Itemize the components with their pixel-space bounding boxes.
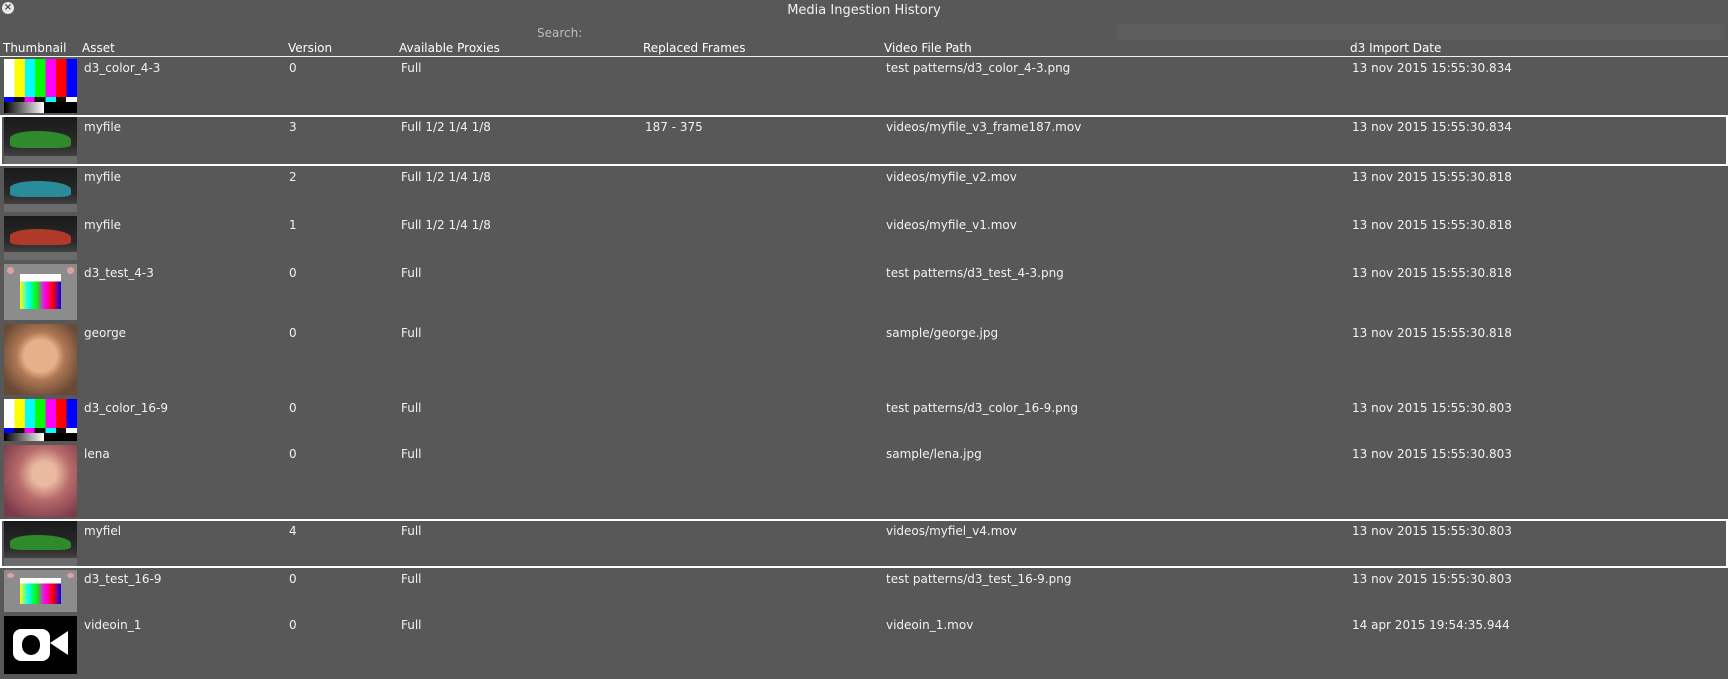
version-cell: 0: [289, 618, 297, 632]
version-cell: 0: [289, 61, 297, 75]
proxies-cell: Full: [401, 61, 422, 75]
test-pattern-thumbnail: [4, 570, 77, 612]
file-path-cell: sample/george.jpg: [886, 326, 999, 340]
table-row[interactable]: [0, 519, 1728, 568]
version-cell: 0: [289, 266, 297, 280]
asset-cell: videoin_1: [84, 618, 142, 632]
file-path-cell: test patterns/d3_test_4-3.png: [886, 266, 1064, 280]
table-row[interactable]: [0, 397, 1728, 443]
color-bars-thumbnail: [4, 399, 77, 441]
proxies-cell: Full: [401, 572, 422, 586]
import-date-cell: 13 nov 2015 15:55:30.818: [1352, 326, 1512, 340]
version-cell: 2: [289, 170, 297, 184]
table-row[interactable]: [0, 568, 1728, 614]
column-header-replaced-frames[interactable]: Replaced Frames: [643, 41, 746, 55]
column-header-import-date[interactable]: d3 Import Date: [1350, 41, 1442, 55]
proxies-cell: Full 1/2 1/4 1/8: [401, 120, 491, 134]
asset-cell: myfile: [84, 218, 122, 232]
file-path-cell: sample/lena.jpg: [886, 447, 982, 461]
asset-cell: d3_test_4-3: [84, 266, 154, 280]
file-path-cell: videos/myfile_v1.mov: [886, 218, 1017, 232]
proxies-cell: Full: [401, 618, 422, 632]
close-icon[interactable]: ×: [3, 2, 13, 13]
proxies-cell: Full: [401, 524, 422, 538]
file-path-cell: videos/myfiel_v4.mov: [886, 524, 1017, 538]
file-path-cell: videos/myfile_v2.mov: [886, 170, 1017, 184]
column-header-asset[interactable]: Asset: [82, 41, 115, 55]
table-row[interactable]: [0, 115, 1728, 166]
import-date-cell: 13 nov 2015 15:55:30.818: [1352, 170, 1512, 184]
red-car-thumbnail: [4, 216, 77, 260]
search-label: Search:: [537, 26, 583, 40]
file-path-cell: test patterns/d3_test_16-9.png: [886, 572, 1072, 586]
proxies-cell: Full: [401, 326, 422, 340]
portrait-thumbnail: [4, 445, 77, 517]
portrait-thumbnail: [4, 324, 77, 395]
proxies-cell: Full: [401, 401, 422, 415]
table-row[interactable]: [0, 214, 1728, 262]
asset-cell: d3_test_16-9: [84, 572, 162, 586]
version-cell: 4: [289, 524, 297, 538]
version-cell: 0: [289, 447, 297, 461]
import-date-cell: 13 nov 2015 15:55:30.803: [1352, 572, 1512, 586]
search-input[interactable]: [1117, 24, 1725, 40]
file-path-cell: test patterns/d3_color_16-9.png: [886, 401, 1078, 415]
import-date-cell: 13 nov 2015 15:55:30.803: [1352, 524, 1512, 538]
asset-cell: myfile: [84, 120, 122, 134]
proxies-cell: Full 1/2 1/4 1/8: [401, 170, 491, 184]
import-date-cell: 13 nov 2015 15:55:30.834: [1352, 120, 1512, 134]
green-car-thumbnail: [4, 521, 77, 566]
proxies-cell: Full: [401, 266, 422, 280]
window-title: Media Ingestion History: [787, 3, 941, 18]
table-row[interactable]: [0, 443, 1728, 519]
title-bar: [0, 0, 1728, 22]
replaced-frames-cell: 187 - 375: [645, 120, 703, 134]
column-header-version[interactable]: Version: [288, 41, 333, 55]
import-date-cell: 14 apr 2015 19:54:35.944: [1352, 618, 1510, 632]
table-row[interactable]: [0, 614, 1728, 676]
version-cell: 0: [289, 401, 297, 415]
table-row[interactable]: [0, 166, 1728, 214]
file-path-cell: videos/myfile_v3_frame187.mov: [886, 120, 1082, 134]
table-row[interactable]: [0, 262, 1728, 322]
asset-cell: myfile: [84, 170, 122, 184]
import-date-cell: 13 nov 2015 15:55:30.803: [1352, 447, 1512, 461]
asset-cell: george: [84, 326, 127, 340]
import-date-cell: 13 nov 2015 15:55:30.818: [1352, 218, 1512, 232]
asset-cell: d3_color_4-3: [84, 61, 161, 75]
asset-cell: myfiel: [84, 524, 122, 538]
column-header-proxies[interactable]: Available Proxies: [399, 41, 500, 55]
asset-cell: lena: [84, 447, 110, 461]
color-bars-thumbnail: [4, 59, 77, 113]
file-path-cell: test patterns/d3_color_4-3.png: [886, 61, 1071, 75]
column-header-file-path[interactable]: Video File Path: [884, 41, 972, 55]
import-date-cell: 13 nov 2015 15:55:30.803: [1352, 401, 1512, 415]
version-cell: 1: [289, 218, 297, 232]
asset-cell: d3_color_16-9: [84, 401, 169, 415]
table-row[interactable]: [0, 322, 1728, 397]
video-camera-thumbnail: [4, 616, 77, 674]
import-date-cell: 13 nov 2015 15:55:30.834: [1352, 61, 1512, 75]
table-row[interactable]: [0, 57, 1728, 115]
version-cell: 3: [289, 120, 297, 134]
green-car-thumbnail: [4, 117, 77, 164]
file-path-cell: videoin_1.mov: [886, 618, 974, 632]
column-header-thumbnail[interactable]: Thumbnail: [3, 41, 67, 55]
version-cell: 0: [289, 572, 297, 586]
version-cell: 0: [289, 326, 297, 340]
teal-car-thumbnail: [4, 168, 77, 212]
import-date-cell: 13 nov 2015 15:55:30.818: [1352, 266, 1512, 280]
proxies-cell: Full: [401, 447, 422, 461]
table-header: [0, 40, 1728, 57]
test-pattern-thumbnail: [4, 264, 77, 320]
proxies-cell: Full 1/2 1/4 1/8: [401, 218, 491, 232]
